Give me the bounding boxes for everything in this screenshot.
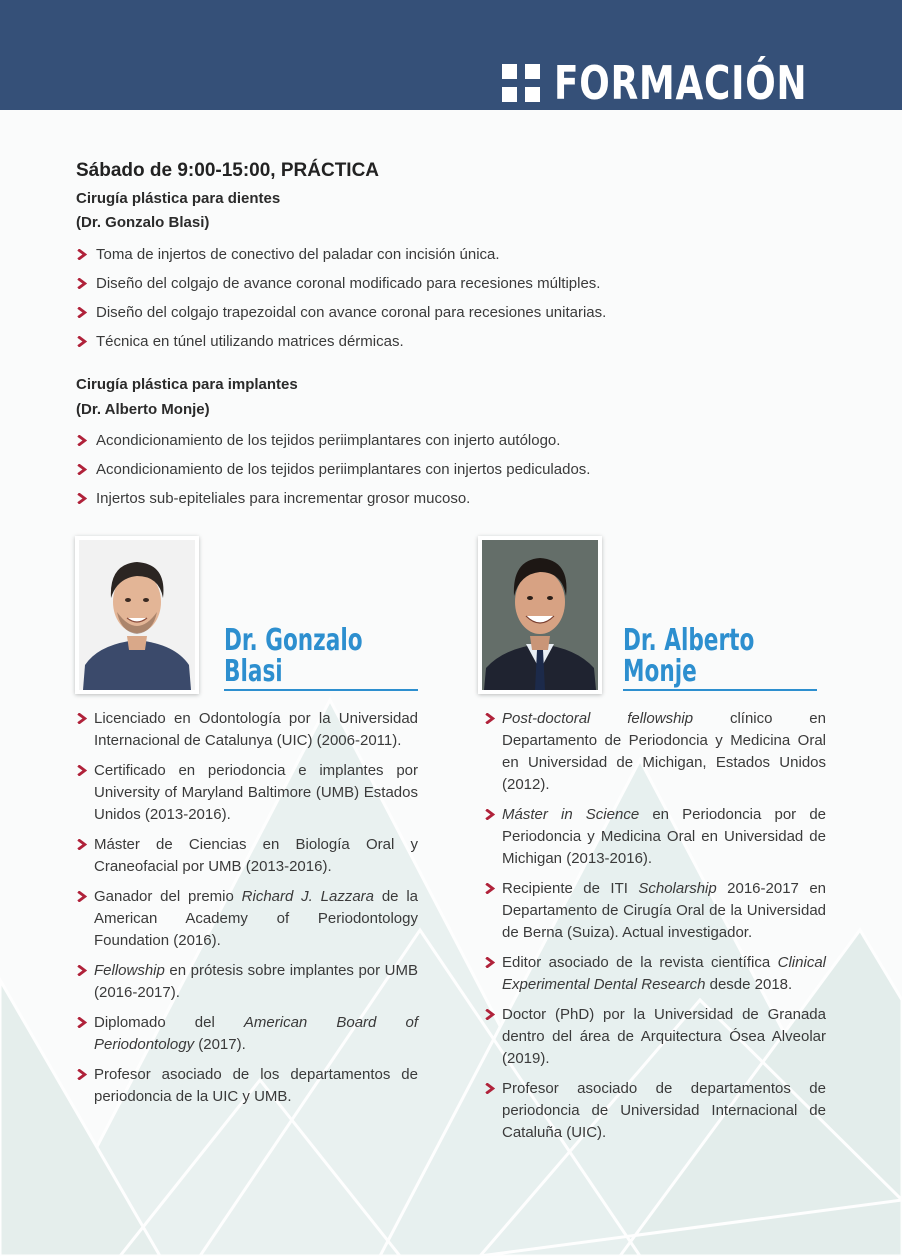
bio-list-gonzalo — [76, 708, 418, 1116]
photo-alberto-monje — [478, 536, 602, 694]
bio-list-alberto — [484, 708, 826, 1152]
chevron-right-icon — [76, 1069, 87, 1080]
photo-gonzalo-blasi — [75, 536, 199, 694]
chevron-right-icon — [76, 839, 87, 850]
chevron-right-icon — [76, 435, 87, 446]
list-item: Licenciado en Odontología por la Universidad Internacional de Catalunya (UIC) (2006-2011). — [76, 708, 418, 752]
chevron-right-icon — [484, 1083, 495, 1094]
list-item: Doctor (PhD) por la Universidad de Granada dentro del área de Arquitectura Ósea Alveolar (2019). — [484, 1004, 826, 1070]
chevron-right-icon — [76, 249, 87, 260]
name-underline — [224, 689, 418, 691]
list-item: Injertos sub-epiteliales para incrementar grosor mucoso. — [76, 484, 590, 513]
list-item: Certificado en periodoncia e implantes por University of Maryland Baltimore (UMB) Estados Unidos (2013-2016). — [76, 760, 418, 826]
list-item: Diseño del colgajo trapezoidal con avance coronal para recesiones unitarias. — [76, 298, 606, 327]
list-item: Máster de Ciencias en Biología Oral y Craneofacial por UMB (2013-2016). — [76, 834, 418, 878]
list-item: Profesor asociado de departamentos de periodoncia de Universidad Internacional de Cataluña (UIC). — [484, 1078, 826, 1144]
list-item: Acondicionamiento de los tejidos periimplantares con injertos pediculados. — [76, 455, 590, 484]
list-item: Acondicionamiento de los tejidos periimplantares con injerto autólogo. — [76, 426, 590, 455]
chevron-right-icon — [76, 307, 87, 318]
list-item: Recipiente de ITI Scholarship 2016-2017 en Departamento de Cirugía Oral de la Universidad de Berna (Suiza). Actual investigador. — [484, 878, 826, 944]
chevron-right-icon — [484, 1009, 495, 1020]
chevron-right-icon — [76, 891, 87, 902]
chevron-right-icon — [76, 713, 87, 724]
chevron-right-icon — [76, 336, 87, 347]
name-underline — [623, 689, 817, 691]
block-heading-teeth: Cirugía plástica para dientes — [76, 190, 281, 207]
block-heading-implants: Cirugía plástica para implantes — [76, 376, 298, 393]
list-item: Profesor asociado de los departamentos de periodoncia de la UIC y UMB. — [76, 1064, 418, 1108]
chevron-right-icon — [484, 809, 495, 820]
section-title-text: FORMACIÓN — [554, 56, 808, 110]
chevron-right-icon — [76, 1017, 87, 1028]
list-item: Diplomado del American Board of Periodontology (2017). — [76, 1012, 418, 1056]
list-item: Fellowship en prótesis sobre implantes por UMB (2016-2017). — [76, 960, 418, 1004]
bullet-list-implants — [76, 426, 590, 513]
bullet-list-teeth — [76, 240, 606, 356]
chevron-right-icon — [76, 765, 87, 776]
section-title — [502, 58, 854, 108]
block-speaker-implants: (Dr. Alberto Monje) — [76, 401, 210, 418]
list-item: Editor asociado de la revista científica Clinical Experimental Dental Research desde 2018. — [484, 952, 826, 996]
chevron-right-icon — [76, 464, 87, 475]
chevron-right-icon — [76, 493, 87, 504]
list-item: Post-doctoral fellowship clínico en Departamento de Periodoncia y Medicina Oral en Universidad de Michigan, Estados Unidos (2012). — [484, 708, 826, 796]
list-item: Diseño del colgajo de avance coronal modificado para recesiones múltiples. — [76, 269, 606, 298]
grid-plus-icon — [502, 64, 540, 102]
chevron-right-icon — [76, 965, 87, 976]
portrait-image — [79, 540, 195, 690]
list-item: Técnica en túnel utilizando matrices dérmicas. — [76, 327, 606, 356]
chevron-right-icon — [484, 957, 495, 968]
chevron-right-icon — [76, 278, 87, 289]
list-item: Ganador del premio Richard J. Lazzara de la American Academy of Periodontology Foundation (2016). — [76, 886, 418, 952]
session-title: Sábado de 9:00-15:00, PRÁCTICA — [76, 160, 380, 181]
chevron-right-icon — [484, 883, 495, 894]
portrait-image — [482, 540, 598, 690]
doctor-name-alberto: Dr. Alberto Monje — [623, 623, 755, 689]
doctor-name-gonzalo: Dr. Gonzalo Blasi — [224, 623, 363, 689]
block-speaker-teeth: (Dr. Gonzalo Blasi) — [76, 214, 210, 231]
list-item: Máster in Science en Periodoncia por de Periodoncia y Medicina Oral en Universidad de Michigan (2013-2016). — [484, 804, 826, 870]
page-header — [0, 0, 902, 110]
list-item: Toma de injertos de conectivo del paladar con incisión única. — [76, 240, 606, 269]
chevron-right-icon — [484, 713, 495, 724]
